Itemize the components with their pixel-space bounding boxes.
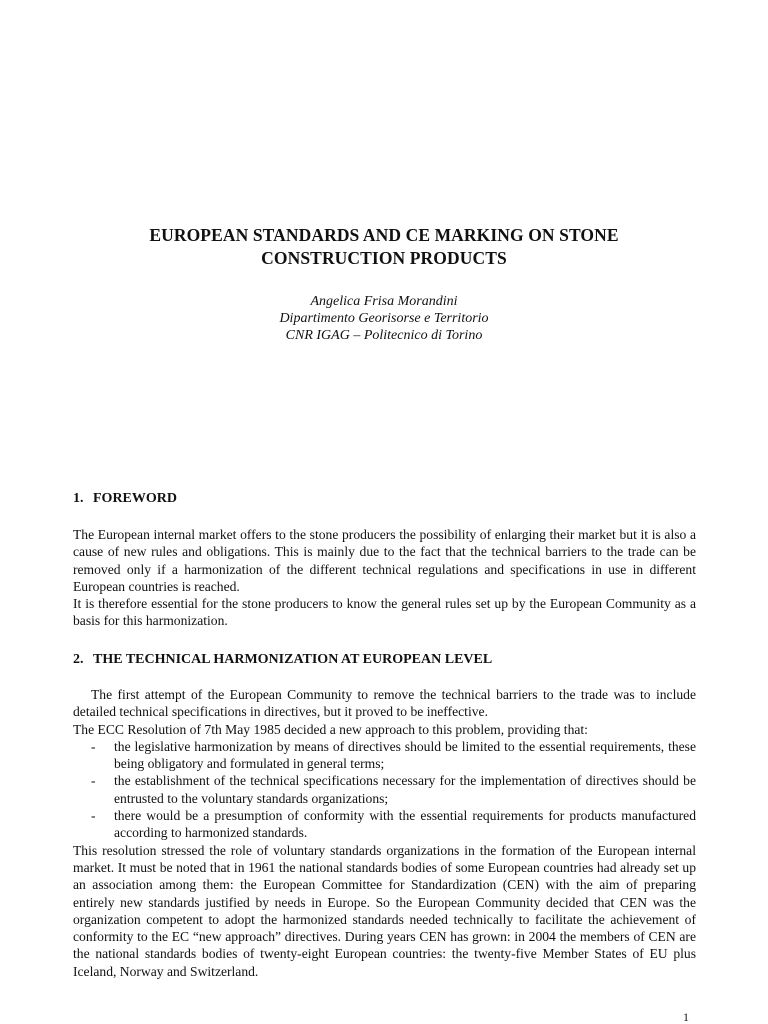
list-item: [73, 807, 696, 842]
title-line-2: CONSTRUCTION PRODUCTS: [261, 248, 507, 268]
author-block: [0, 293, 768, 344]
page-number: 1: [683, 1010, 689, 1024]
bullet-marker: -: [91, 808, 96, 824]
list-item-text: the legislative harmonization by means of directives should be limited to the essential requirements, these being obligatory and formulated in general terms;: [114, 738, 696, 772]
title-line-1: EUROPEAN STANDARDS AND CE MARKING ON STONE: [149, 225, 619, 245]
list-item: [73, 738, 696, 773]
paragraph: The ECC Resolution of 7th May 1985 decided a new approach to this problem, providing that:: [73, 721, 588, 737]
section-title: THE TECHNICAL HARMONIZATION AT EUROPEAN LEVEL: [93, 652, 493, 667]
section-title: FOREWORD: [93, 491, 177, 506]
section-heading-technical-harmonization: [73, 651, 492, 668]
bullet-marker: -: [91, 773, 96, 789]
section-body-foreword: [73, 526, 696, 630]
paragraph: The first attempt of the European Community to remove the technical barriers to the trade was to include detailed technical specifications in directives, but it proved to be ineffective.: [73, 687, 696, 720]
section-heading-foreword: [73, 490, 177, 507]
list-item: [73, 772, 696, 807]
paragraph: The European internal market offers to the stone producers the possibility of enlarging their market but it is also a cause of new rules and obligations. This is mainly due to the fact that the technical barriers to the trade can be removed only if a harmonization of the different technical regulations and specifications in use in different European countries is reached.: [73, 527, 696, 594]
paragraph: This resolution stressed the role of voluntary standards organizations in the formation of the European internal market. It must be noted that in 1961 the national standards bodies of some European countries had already set up an association among them: the European Committee for Standardization (CEN) with the aim of preparing entirely new standards justified by needs in Europe. So the European Community decided that CEN was the organization competent to adopt the harmonized standards needed technically to facilitate the achievement of conformity to the EC “new approach” directives. During years CEN has grown: in 2004 the members of CEN are the national standards bodies of twenty-eight European countries: the twenty-five Member States of EU plus Iceland, Norway and Switzerland.: [73, 842, 696, 979]
requirements-list: [73, 738, 696, 842]
author-affiliation-department: Dipartimento Georisorse e Territorio: [279, 311, 489, 326]
list-item-text: the establishment of the technical specifications necessary for the implementation of directives should be entrusted to the voluntary standards organizations;: [114, 773, 696, 806]
author-name: Angelica Frisa Morandini: [310, 294, 458, 309]
section-number: 1.: [73, 491, 84, 506]
list-item-text: there would be a presumption of conformity with the essential requirements for products manufactured according to harmonized standards.: [114, 808, 696, 841]
bullet-marker: -: [91, 738, 96, 754]
document-title: [60, 224, 708, 270]
section-body-technical-harmonization: [73, 686, 696, 980]
author-affiliation-institution: CNR IGAG – Politecnico di Torino: [285, 328, 483, 343]
section-number: 2.: [73, 652, 84, 667]
paragraph: It is therefore essential for the stone producers to know the general rules set up by the European Community as a basis for this harmonization.: [73, 596, 696, 629]
